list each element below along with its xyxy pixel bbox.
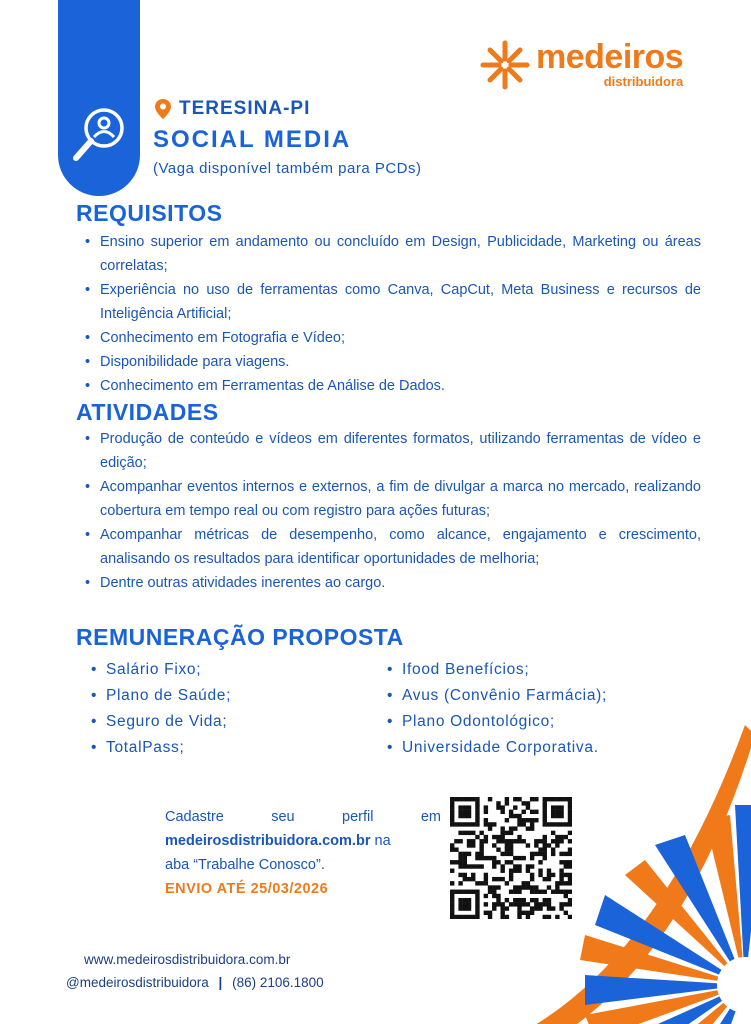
location-pin-icon <box>155 99 171 119</box>
cta-line1: Cadastre seu perfil em <box>165 809 441 825</box>
list-item: • Conhecimento em Fotografia e Vídeo; <box>84 326 701 350</box>
cta-site-line <box>165 833 391 849</box>
list-item: • Universidade Corporativa. <box>386 735 607 761</box>
sunburst-logo-icon <box>480 40 530 90</box>
list-item: • Avus (Convênio Farmácia); <box>386 683 607 709</box>
footer-handle[interactable]: @medeirosdistribuidora <box>66 975 209 990</box>
list-item: • Produção de conteúdo e vídeos em diferentes formatos, utilizando ferramentas de vídeo e edição; <box>84 427 701 475</box>
list-item: • Salário Fixo; <box>90 657 231 683</box>
list-item: • Experiência no uso de ferramentas como Canva, CapCut, Meta Business e recursos de Inteligência Artificial; <box>84 278 701 326</box>
list-item: • Acompanhar métricas de desempenho, como alcance, engajamento e crescimento, analisando os resultados para identificar oportunidades de melhoria; <box>84 523 701 571</box>
list-item: • Acompanhar eventos internos e externos, a fim de divulgar a marca no mercado, realizando cobertura em tempo real ou com registro para ações futuras; <box>84 475 701 523</box>
list-item: • Ensino superior em andamento ou concluído em Design, Publicidade, Marketing ou áreas correlatas; <box>84 230 701 278</box>
list-item: • Plano de Saúde; <box>90 683 231 709</box>
footer-website[interactable]: www.medeirosdistribuidora.com.br <box>84 952 291 967</box>
brand-name: medeiros <box>536 38 684 76</box>
list-item: • Ifood Benefícios; <box>386 657 607 683</box>
job-subtitle: (Vaga disponível também para PCDs) <box>153 160 422 177</box>
user-search-icon <box>70 104 128 166</box>
requisitos-list <box>84 230 701 398</box>
cta-line2: na <box>374 833 391 849</box>
requisitos-heading: REQUISITOS <box>76 200 223 226</box>
list-item: • TotalPass; <box>90 735 231 761</box>
footer <box>66 948 324 994</box>
cta-site-link[interactable]: medeirosdistribuidora.com.br <box>165 833 371 849</box>
list-item: • Seguro de Vida; <box>90 709 231 735</box>
location-text: TERESINA-PI <box>179 98 311 119</box>
footer-separator: | <box>218 975 223 990</box>
brand-logo <box>480 40 683 90</box>
atividades-list <box>84 427 701 595</box>
call-to-action <box>165 805 441 901</box>
list-item: • Dentre outras atividades inerentes ao cargo. <box>84 571 701 595</box>
remuneracao-heading: REMUNERAÇÃO PROPOSTA <box>76 624 404 650</box>
atividades-heading: ATIVIDADES <box>76 399 219 425</box>
footer-phone: (86) 2106.1800 <box>232 975 324 990</box>
list-item: • Conhecimento em Ferramentas de Análise de Dados. <box>84 374 701 398</box>
qr-code[interactable] <box>450 797 572 919</box>
cta-line3: aba “Trabalhe Conosco”. <box>165 857 325 873</box>
location <box>155 98 310 120</box>
benefits-right-list <box>386 657 607 761</box>
header-tab <box>58 0 140 196</box>
cta-deadline: ENVIO ATÉ 25/03/2026 <box>165 881 329 897</box>
list-item: • Disponibilidade para viagens. <box>84 350 701 374</box>
benefits-left-list <box>90 657 231 761</box>
list-item: • Plano Odontológico; <box>386 709 607 735</box>
job-title: SOCIAL MEDIA <box>153 126 352 153</box>
brand-subtitle: distribuidora <box>603 74 684 89</box>
